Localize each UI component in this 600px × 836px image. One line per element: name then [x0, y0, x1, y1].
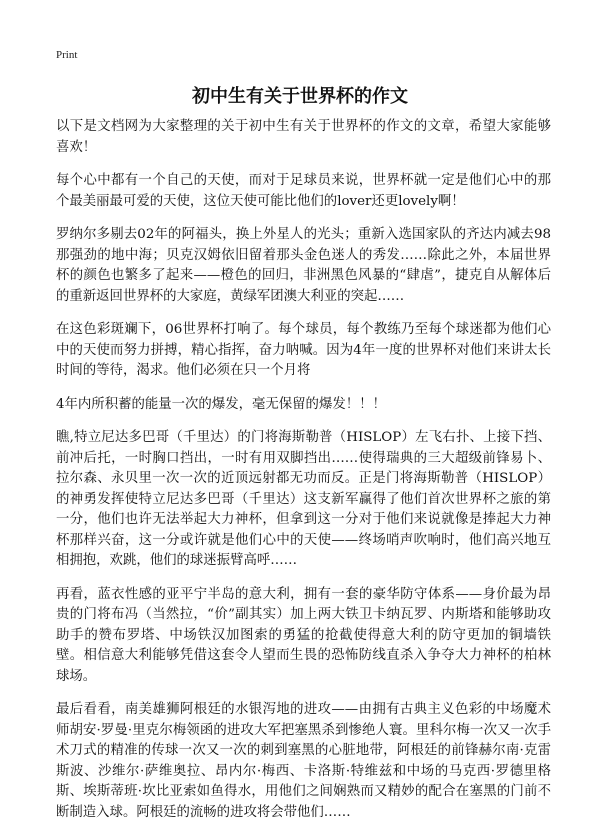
paragraph: 每个心中都有一个自己的天使，而对于足球员来说，世界杯就一定是他们心中的那个最美丽最可爱的天使，这位天使可能比他们的lover还更lovely啊！ — [56, 173, 551, 209]
paragraph: 罗纳尔多剔去02年的阿福头，换上外星人的光头；重新入选国家队的齐达内减去98那强劲的地中海；贝克汉姆依旧留着那头金色迷人的秀发……除此之外，本届世界杯的颜色也繁多了起来——橙色的回归，非洲黑色风暴的“肆虐”，捷克自从解体后的重新返回世界杯的大家庭，黄绿军团澳大利亚的突起…… — [56, 227, 551, 304]
paragraph: 再看，蓝衣性感的亚平宁半岛的意大利，拥有一套的豪华防守体系——身价最为昂贵的门将布冯（当然拉，“价”副其实）加上两大铁卫卡纳瓦罗、内斯塔和能够助攻助手的赞布罗塔、中场铁汉加图索的勇猛的抢截使得意大利的防守更加的铜墙铁壁。相信意大利能够凭借这套令人望而生畏的恐怖防线直杀入争夺大力神杯的柏林球场。 — [56, 586, 551, 684]
paragraph-intro: 以下是文档网为大家整理的关于初中生有关于世界杯的作文的文章，希望大家能够喜欢！ — [56, 119, 551, 155]
article-title: 初中生有关于世界杯的作文 — [192, 86, 408, 107]
article-body — [56, 117, 551, 836]
paragraph: 在这色彩斑斓下，06世界杯打响了。每个球员，每个教练乃至每个球迷都为他们心中的天使而努力拼搏，精心指挥，奋力呐喊。因为4年一度的世界杯对他们来讲太长时间的等待，渴求。他们必须在只一个月将 — [56, 322, 551, 378]
paragraph: 瞧,特立尼达多巴哥（千里达）的门将海斯勒普（HISLOP）左飞右扑、上接下挡、前冲后托，一时胸口挡出，一时有用双脚挡出……使得瑞典的三大超级前锋易卜、拉尔森、永贝里一次一次的近顶远射都无功而反。正是门将海斯勒普（HISLOP）的神勇发挥使特立尼达多巴哥（千里达）这支新军赢得了他们首次世界杯之旅的第一分，他们也许无法举起大力神杯，但拿到这一分对于他们来说就像是捧起大力神杯那样兴奋，这一分或许就是他们心中的天使——终场哨声吹响时，他们高兴地互相拥抱，欢跳，他们的球迷振臂高呼…… — [56, 430, 551, 568]
paragraph: 最后看看，南美雄狮阿根廷的水银泻地的进攻——由拥有古典主义色彩的中场魔术师胡安·罗曼·里克尔梅领函的进攻大军把塞黑杀到惨绝人寰。里科尔梅一次又一次手术刀式的精准的传球一次又一次的刺到塞黑的心脏地带，阿根廷的前锋赫尔南·克雷斯波、沙维尔·萨维奥拉、昂内尔·梅西、卡洛斯·特维兹和中场的马克西·罗德里格斯、埃斯蒂班·坎比亚索如鱼得水，用他们之间娴熟而又精妙的配合在塞黑的门前不断制造入球。阿根廷的流畅的进攻将会带他们…… — [56, 702, 551, 820]
print-link[interactable]: Print — [56, 49, 78, 61]
paragraph: 4年内所积蓄的能量一次的爆发，毫无保留的爆发！！！ — [56, 396, 386, 412]
